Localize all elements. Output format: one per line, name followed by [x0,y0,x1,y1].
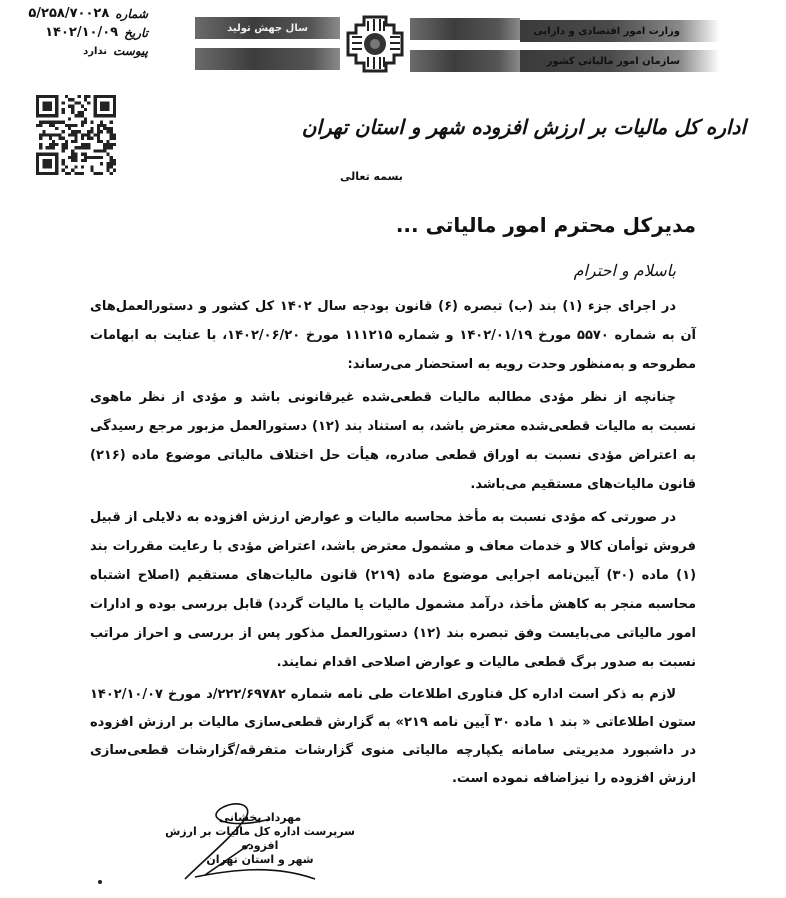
paragraph-3-text: در صورتی که مؤدی نسبت به مأخذ محاسبه مالیات و عوارض ارزش افزوده به دلایلی از قبیل فروش توأمان کالا و خدمات معاف و مشمول معترض باشد، اعتراض مؤدی با رعایت مقررات بند (۱) ماده (۳۰) آیین‌نامه اجرایی موضوع ماده (۲۱۹) قانون مالیات‌های مستقیم (اصلاح اشتباه محاسبه منجر به کاهش مأخذ، درآمد مشمول مالیات یا مالیات گردد) قابل بررسی بوده و ادارات امور مالیاتی می‌بایست وفق تبصره بند (۱۲) دستورالعمل مذکور پس از بررسی و احراز مراتب نسبت به صدور برگ قطعی مالیات و عوارض اصلاحی اقدام نمایند. [90,510,697,670]
paragraph-4 [90,681,696,793]
paragraph-3 [90,503,696,677]
qr-code [36,95,116,175]
signatory-region: شهر و استان تهران [206,853,314,866]
date-label: تاریخ [124,25,148,40]
organization-title: اداره کل مالیات بر ارزش افزوده شهر و استان تهران [301,115,746,139]
date-value: ۱۴۰۲/۱۰/۰۹ [45,25,119,40]
attachment-label: پیوست [113,44,148,58]
meta-date-row [18,25,148,40]
letterhead-bar-left-lower [195,48,340,70]
greeting: باسلام و احترام [573,261,676,280]
stray-dot [98,880,102,884]
letter-meta [18,6,148,62]
signature-area [90,799,696,883]
organization-text: سازمان امور مالیاتی کشور [546,55,680,67]
signatory-title: سرپرست اداره کل مالیات بر ارزش افزوده [165,825,355,852]
ministry-text: وزارت امور اقتصادی و دارایی [533,25,680,37]
letterhead-bar-slogan [195,17,340,39]
recipient-heading: مدیرکل محترم امور مالیاتی ... [395,213,696,237]
meta-number-row [18,6,148,21]
attachment-value: ندارد [83,45,107,57]
number-value: ۵/۲۵۸/۷۰۰۲۸ [28,6,110,21]
meta-attachment-row [18,44,148,58]
letterhead-bar-mid-upper [410,18,520,40]
paragraph-1 [90,292,696,379]
tax-organization-emblem-icon [346,13,404,75]
signatory-name: مهرداد بخشانی [218,811,302,824]
paragraph-2 [90,383,696,499]
slogan-text: سال جهش تولید [227,22,308,34]
letterhead-bar-mid-lower [410,50,520,72]
signature-block [145,811,375,867]
letterhead-bar-organization [520,50,720,72]
paragraph-2-text: چنانچه از نظر مؤدی مطالبه مالیات قطعی‌شده غیرقانونی باشد و مؤدی از نظر ماهوی نسبت به مالیات قطعی‌شده معترض باشد، به استناد بند (۱۲) دستورالعمل مزبور مرجع رسیدگی به اعتراض مؤدی نسبت به اوراق قطعی صادره، هیأت حل اختلاف مالیاتی موضوع ماده (۲۱۶) قانون مالیات‌های مستقیم می‌باشد. [90,390,696,492]
letter-body [90,292,696,883]
letterhead-bar-ministry [520,20,720,42]
paragraph-4-text: لازم به ذکر است اداره کل فناوری اطلاعات طی نامه شماره ۲۲۲/۶۹۷۸۲/د مورخ ۱۴۰۲/۱۰/۰۷ ستون اطلاعاتی « بند ۱ ماده ۳۰ آیین نامه ۲۱۹» به گزارش قطعی‌سازی مالیات بر ارزش افزوده در داشبورد مدیریتی سامانه یکپارچه مالیاتی منوی گزارشات متفرقه/گزارشات قطعی‌سازی ارزش افزوده را نیزاضافه نموده است. [90,687,697,786]
number-label: شماره [115,6,148,21]
paragraph-1-text: در اجرای جزء (۱) بند (ب) تبصره (۶) قانون بودجه سال ۱۴۰۲ کل کشور و دستورالعمل‌های آن به شماره ۵۵۷۰ مورخ ۱۴۰۲/۰۱/۱۹ و شماره ۱۱۱۲۱۵ مورخ ۱۴۰۲/۰۶/۲۰، با عنایت به ابهامات مطروحه و به‌منظور وحدت رویه به استحضار می‌رساند: [90,299,696,372]
invocation: بسمه تعالی [340,170,403,183]
